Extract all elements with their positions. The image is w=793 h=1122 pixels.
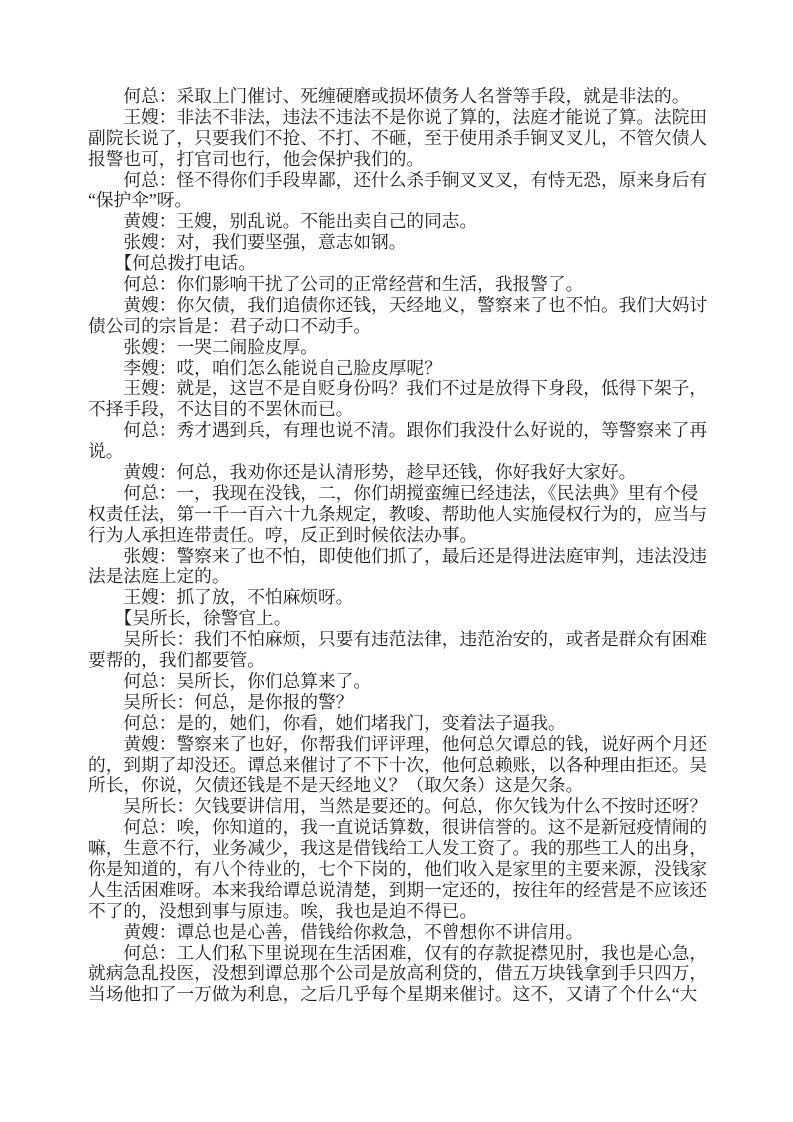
script-line: 【何总拨打电话。 [88,253,257,274]
script-line: 何总：是的，她们，你看，她们堵我门，变着法子逼我。 [88,712,566,733]
script-line: 吴所长：我们不怕麻烦，只要有违范法律，违范治安的，或者是群众有困难 [88,629,708,650]
script-line: 黄嫂：警察来了也好，你帮我们评评理，他何总欠谭总的钱，说好两个月还 [88,733,708,754]
script-line: 黄嫂：你欠债，我们追债你还钱，天经地义，警察来了也不怕。我们大妈讨 [88,294,708,315]
script-line: 李嫂：哎，咱们怎么能说自己脸皮厚呢？ [88,357,442,378]
script-line: 当场他扣了一万做为利息，之后几乎每个星期来催讨。这不，又请了个什么“大 [88,984,698,1005]
script-line: 法是法庭上定的。 [88,566,230,587]
script-line: 张嫂：警察来了也不怕，即使他们抓了，最后还是得进法庭审判，违法没违 [88,545,708,566]
script-line: 权责任法，第一千一百六十九条规定，教唆、帮助他人实施侵权行为的，应当与 [88,503,708,524]
script-line: 行为人承担连带责任。哼，反正到时候依法办事。 [88,524,478,545]
script-line: 要帮的，我们都要管。 [88,650,265,671]
script-line: 【吴所长，徐警官上。 [88,608,292,629]
script-line: 何总：吴所长，你们总算来了。 [88,670,372,691]
script-line: 黄嫂：何总，我劝你还是认清形势，趁早还钱，你好我好大家好。 [88,462,637,483]
script-line: 吴所长：欠钱要讲信用，当然是要还的。何总，你欠钱为什么不按时还呀？ [88,796,708,817]
script-line: 吴所长：何总，是你报的警？ [88,691,354,712]
script-line: 就病急乱投医，没想到谭总那个公司是放高利贷的，借五万块钱拿到手只四万， [88,963,708,984]
script-line: 何总：采取上门催讨、死缠硬磨或损坏债务人名誉等手段，就是非法的。 [88,86,690,106]
script-line: 副院长说了，只要我们不抢、不打、不砸，至于使用杀手锏叉叉儿，不管欠债人 [88,127,708,148]
script-line: 何总：一，我现在没钱，二，你们胡搅蛮缠已经违法，《民法典》里有个侵 [88,482,699,503]
script-line: 王嫂：就是，这岂不是自贬身份吗？我们不过是放得下身段，低得下架子， [88,378,708,399]
script-line: 王嫂：非法不非法，违法不违法不是你说了算的，法庭才能说了算。法院田 [88,106,708,127]
script-line: 黄嫂：谭总也是心善，借钱给你救急，不曾想你不讲信用。 [88,921,584,942]
page-text [88,86,716,1005]
script-line: 所长，你说，欠债还钱是不是天经地义？（取欠条）这是欠条。 [88,775,584,796]
script-line: 何总：怪不得你们手段卑鄙，还什么杀手锏叉叉叉，有恃无恐，原来身后有 [88,169,708,190]
script-line: 不择手段，不达目的不罢休而已。 [88,399,354,420]
script-line: 王嫂：抓了放，不怕麻烦呀。 [88,587,354,608]
script-line: 人生活困难呀。本来我给谭总说清楚，到期一定还的，按往年的经营是不应该还 [88,879,708,900]
script-line: 报警也可，打官司也行，他会保护我们的。 [88,148,425,169]
script-line: 何总：唉，你知道的，我一直说话算数，很讲信誉的。这不是新冠疫情闹的 [88,817,708,838]
script-line: 债公司的宗旨是：君子动口不动手。 [88,315,372,336]
script-line: 的，到期了却没还。谭总来催讨了不下十次，他何总赖账，以各种理由拒还。吴 [88,754,708,775]
script-line: 你是知道的，有八个待业的，七个下岗的，他们收入是家里的主要来源，没钱家 [88,858,708,879]
script-line: 不了的，没想到事与原违。唉，我也是迫不得已。 [88,900,478,921]
script-line: 何总：你们影响干扰了公司的正常经营和生活，我报警了。 [88,274,584,295]
script-line: 何总：秀才遇到兵，有理也说不清。跟你们我没什么好说的，等警察来了再 [88,420,708,441]
script-line: 黄嫂：王嫂，别乱说。不能出卖自己的同志。 [88,211,478,232]
script-line: 嘛，生意不行，业务减少，我这是借钱给工人发工资了。我的那些工人的出身， [88,838,708,859]
script-line: “保护伞”呀。 [88,190,193,211]
script-line: 张嫂：一哭二闹脸皮厚。 [88,336,318,357]
script-line: 说。 [88,441,124,462]
script-line: 张嫂：对，我们要坚强，意志如钢。 [88,232,407,253]
script-line: 何总：工人们私下里说现在生活困难，仅有的存款捉襟见肘，我也是心急， [88,942,708,963]
